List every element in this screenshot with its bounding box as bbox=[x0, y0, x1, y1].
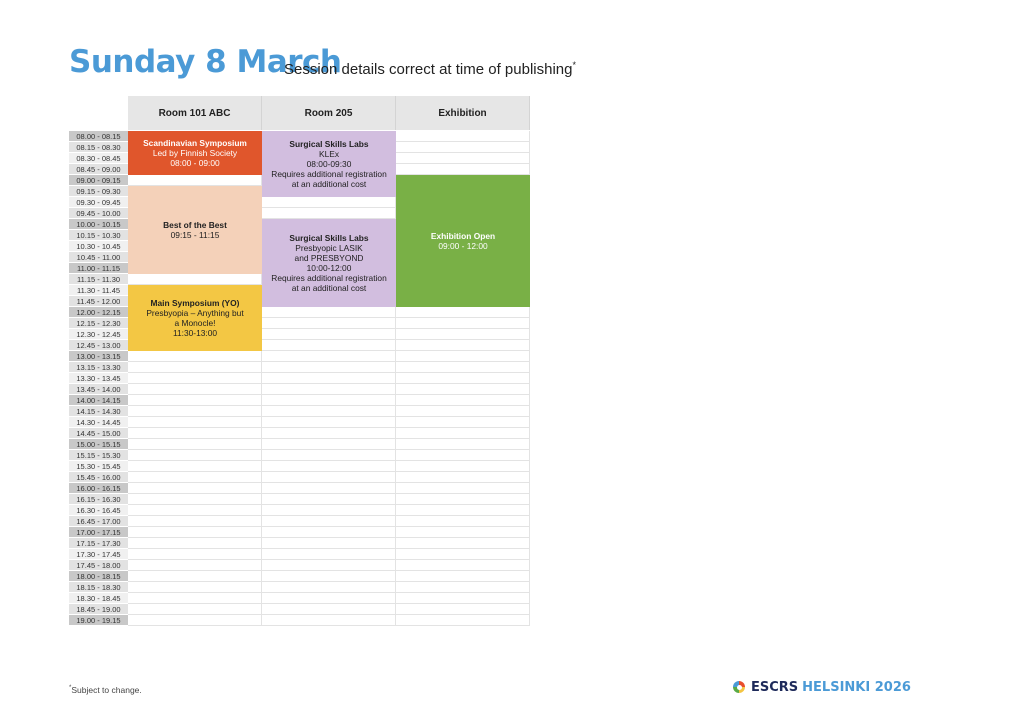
empty-slot bbox=[262, 516, 396, 527]
empty-slot bbox=[396, 516, 530, 527]
empty-slot bbox=[128, 406, 262, 417]
time-slot-label: 17.15 - 17.30 bbox=[69, 538, 128, 549]
empty-slot bbox=[262, 208, 396, 219]
time-slot-label: 12.30 - 12.45 bbox=[69, 329, 128, 340]
time-slot-label: 15.30 - 15.45 bbox=[69, 461, 128, 472]
time-slot-label: 19.00 - 19.15 bbox=[69, 615, 128, 626]
empty-slot bbox=[396, 362, 530, 373]
session-block[interactable] bbox=[128, 186, 262, 274]
empty-slot bbox=[396, 428, 530, 439]
session-detail: 08:00-09:30 bbox=[306, 159, 352, 169]
time-slot-label: 18.45 - 19.00 bbox=[69, 604, 128, 615]
empty-slot bbox=[262, 538, 396, 549]
footnote bbox=[69, 685, 142, 695]
logo-helsinki: HELSINKI bbox=[802, 679, 871, 695]
session-title: Best of the Best bbox=[163, 220, 227, 230]
empty-slot bbox=[128, 582, 262, 593]
empty-slot bbox=[396, 417, 530, 428]
empty-slot bbox=[396, 604, 530, 615]
empty-slot bbox=[128, 395, 262, 406]
escrs-logo bbox=[733, 677, 911, 697]
empty-slot bbox=[128, 472, 262, 483]
empty-slot bbox=[128, 516, 262, 527]
empty-slot bbox=[262, 384, 396, 395]
time-slot-label: 15.45 - 16.00 bbox=[69, 472, 128, 483]
session-detail: at an additional cost bbox=[291, 283, 367, 293]
column-header: Room 101 ABC bbox=[128, 96, 262, 130]
empty-slot bbox=[262, 395, 396, 406]
empty-slot bbox=[262, 340, 396, 351]
empty-slot bbox=[396, 329, 530, 340]
logo-text-escrs: ESCRS bbox=[751, 679, 799, 695]
empty-slot bbox=[128, 362, 262, 373]
time-slot-label: 08.45 - 09.00 bbox=[69, 164, 128, 175]
empty-slot bbox=[262, 428, 396, 439]
time-slot-label: 13.30 - 13.45 bbox=[69, 373, 128, 384]
time-slot-label: 16.45 - 17.00 bbox=[69, 516, 128, 527]
empty-slot bbox=[262, 318, 396, 329]
time-slot-label: 09.45 - 10.00 bbox=[69, 208, 128, 219]
time-slot-label: 15.15 - 15.30 bbox=[69, 450, 128, 461]
time-slot-label: 16.30 - 16.45 bbox=[69, 505, 128, 516]
time-slot-label: 16.00 - 16.15 bbox=[69, 483, 128, 494]
empty-slot bbox=[396, 615, 530, 626]
empty-slot bbox=[396, 142, 530, 153]
empty-slot bbox=[128, 571, 262, 582]
time-slot-label: 16.15 - 16.30 bbox=[69, 494, 128, 505]
escrs-ring-icon bbox=[733, 681, 745, 693]
empty-slot bbox=[128, 560, 262, 571]
empty-slot bbox=[396, 153, 530, 164]
session-detail: Requires additional registration bbox=[271, 169, 387, 179]
empty-slot bbox=[396, 505, 530, 516]
session-block[interactable] bbox=[128, 285, 262, 351]
time-slot-label: 09.00 - 09.15 bbox=[69, 175, 128, 186]
time-slot-label: 13.15 - 13.30 bbox=[69, 362, 128, 373]
empty-slot bbox=[262, 615, 396, 626]
logo-year: 2026 bbox=[874, 679, 911, 695]
empty-slot bbox=[396, 483, 530, 494]
empty-slot bbox=[262, 406, 396, 417]
time-slot-label: 10.15 - 10.30 bbox=[69, 230, 128, 241]
session-block[interactable] bbox=[262, 219, 396, 307]
empty-slot bbox=[262, 505, 396, 516]
empty-slot bbox=[128, 483, 262, 494]
time-slot-label: 09.30 - 09.45 bbox=[69, 197, 128, 208]
empty-slot bbox=[128, 461, 262, 472]
empty-slot bbox=[262, 417, 396, 428]
empty-slot bbox=[128, 615, 262, 626]
empty-slot bbox=[262, 604, 396, 615]
empty-slot bbox=[396, 351, 530, 362]
empty-slot bbox=[262, 472, 396, 483]
empty-slot bbox=[128, 274, 262, 285]
session-title: Exhibition Open bbox=[430, 231, 496, 241]
time-slot-label: 17.30 - 17.45 bbox=[69, 549, 128, 560]
empty-slot bbox=[128, 428, 262, 439]
time-slot-label: 18.30 - 18.45 bbox=[69, 593, 128, 604]
empty-slot bbox=[128, 175, 262, 186]
empty-slot bbox=[262, 329, 396, 340]
empty-slot bbox=[396, 395, 530, 406]
session-detail: 10:00-12:00 bbox=[306, 263, 352, 273]
time-slot-label: 13.45 - 14.00 bbox=[69, 384, 128, 395]
empty-slot bbox=[262, 450, 396, 461]
time-slot-label: 14.45 - 15.00 bbox=[69, 428, 128, 439]
time-slot-label: 15.00 - 15.15 bbox=[69, 439, 128, 450]
empty-slot bbox=[262, 593, 396, 604]
footnote-asterisk: * bbox=[69, 685, 72, 692]
schedule-grid bbox=[69, 96, 531, 625]
empty-slot bbox=[128, 593, 262, 604]
time-slot-label: 09.15 - 09.30 bbox=[69, 186, 128, 197]
empty-slot bbox=[128, 450, 262, 461]
time-slot-label: 14.15 - 14.30 bbox=[69, 406, 128, 417]
logo-text-helsinki bbox=[802, 680, 911, 695]
empty-slot bbox=[128, 373, 262, 384]
session-detail: Led by Finnish Society bbox=[152, 148, 238, 158]
empty-slot bbox=[396, 494, 530, 505]
time-slot-label: 17.45 - 18.00 bbox=[69, 560, 128, 571]
subtitle-asterisk: * bbox=[572, 60, 576, 70]
session-detail: at an additional cost bbox=[291, 179, 367, 189]
time-slot-label: 14.30 - 14.45 bbox=[69, 417, 128, 428]
empty-slot bbox=[396, 582, 530, 593]
empty-slot bbox=[128, 439, 262, 450]
empty-slot bbox=[262, 582, 396, 593]
time-slot-label: 11.30 - 11.45 bbox=[69, 285, 128, 296]
empty-slot bbox=[128, 505, 262, 516]
time-slot-label: 18.00 - 18.15 bbox=[69, 571, 128, 582]
time-slot-label: 10.45 - 11.00 bbox=[69, 252, 128, 263]
empty-slot bbox=[128, 604, 262, 615]
time-slot-label: 12.45 - 13.00 bbox=[69, 340, 128, 351]
empty-slot bbox=[128, 538, 262, 549]
empty-slot bbox=[396, 373, 530, 384]
empty-slot bbox=[396, 571, 530, 582]
session-detail: Presbyopia – Anything but bbox=[146, 308, 244, 318]
time-slot-label: 14.00 - 14.15 bbox=[69, 395, 128, 406]
empty-slot bbox=[396, 527, 530, 538]
session-detail: KLEx bbox=[318, 149, 340, 159]
session-detail: 09:15 - 11:15 bbox=[170, 230, 220, 240]
empty-slot bbox=[396, 472, 530, 483]
empty-slot bbox=[128, 417, 262, 428]
session-block[interactable] bbox=[128, 131, 262, 175]
time-slot-label: 12.15 - 12.30 bbox=[69, 318, 128, 329]
empty-slot bbox=[396, 538, 530, 549]
session-detail: and PRESBYOND bbox=[294, 253, 364, 263]
session-detail: Presbyopic LASIK bbox=[295, 243, 363, 253]
empty-slot bbox=[262, 351, 396, 362]
empty-slot bbox=[396, 131, 530, 142]
empty-slot bbox=[262, 362, 396, 373]
column-header: Room 205 bbox=[262, 96, 396, 130]
empty-slot bbox=[396, 450, 530, 461]
session-block[interactable] bbox=[262, 131, 396, 197]
session-detail: 09:00 - 12:00 bbox=[438, 241, 488, 251]
empty-slot bbox=[262, 494, 396, 505]
empty-slot bbox=[396, 439, 530, 450]
session-detail: 08:00 - 09:00 bbox=[170, 158, 220, 168]
empty-slot bbox=[396, 461, 530, 472]
empty-slot bbox=[128, 384, 262, 395]
footnote-text: Subject to change. bbox=[71, 685, 142, 695]
time-slot-label: 08.00 - 08.15 bbox=[69, 131, 128, 142]
empty-slot bbox=[396, 593, 530, 604]
time-slot-label: 10.30 - 10.45 bbox=[69, 241, 128, 252]
time-slot-label: 08.30 - 08.45 bbox=[69, 153, 128, 164]
column-header: Exhibition bbox=[396, 96, 530, 130]
session-title: Scandinavian Symposium bbox=[143, 138, 247, 148]
time-slot-label: 08.15 - 08.30 bbox=[69, 142, 128, 153]
empty-slot bbox=[262, 571, 396, 582]
empty-slot bbox=[262, 560, 396, 571]
empty-slot bbox=[396, 340, 530, 351]
empty-slot bbox=[262, 373, 396, 384]
empty-slot bbox=[396, 384, 530, 395]
session-detail: 11:30-13:00 bbox=[172, 328, 218, 338]
empty-slot bbox=[396, 549, 530, 560]
time-slot-label: 11.15 - 11.30 bbox=[69, 274, 128, 285]
empty-slot bbox=[396, 406, 530, 417]
empty-slot bbox=[262, 461, 396, 472]
empty-slot bbox=[396, 318, 530, 329]
session-block[interactable] bbox=[396, 175, 530, 307]
empty-slot bbox=[262, 307, 396, 318]
time-slot-label: 17.00 - 17.15 bbox=[69, 527, 128, 538]
empty-slot bbox=[396, 164, 530, 175]
empty-slot bbox=[128, 494, 262, 505]
session-title: Surgical Skills Labs bbox=[289, 233, 369, 243]
time-slot-label: 12.00 - 12.15 bbox=[69, 307, 128, 318]
empty-slot bbox=[396, 560, 530, 571]
empty-slot bbox=[262, 527, 396, 538]
empty-slot bbox=[262, 197, 396, 208]
session-title: Surgical Skills Labs bbox=[289, 139, 369, 149]
subtitle-text: Session details correct at time of publishing bbox=[284, 61, 573, 78]
empty-slot bbox=[262, 483, 396, 494]
session-title: Main Symposium (YO) bbox=[150, 298, 240, 308]
empty-slot bbox=[262, 439, 396, 450]
time-slot-label: 18.15 - 18.30 bbox=[69, 582, 128, 593]
empty-slot bbox=[396, 307, 530, 318]
empty-slot bbox=[128, 549, 262, 560]
session-detail: Requires additional registration bbox=[271, 273, 387, 283]
session-detail: a Monocle! bbox=[174, 318, 216, 328]
empty-slot bbox=[262, 549, 396, 560]
empty-slot bbox=[128, 351, 262, 362]
page-title: Sunday 8 March bbox=[69, 44, 342, 80]
time-slot-label: 11.00 - 11.15 bbox=[69, 263, 128, 274]
time-slot-label: 10.00 - 10.15 bbox=[69, 219, 128, 230]
time-slot-label: 11.45 - 12.00 bbox=[69, 296, 128, 307]
time-slot-label: 13.00 - 13.15 bbox=[69, 351, 128, 362]
page-subtitle bbox=[284, 60, 576, 78]
empty-slot bbox=[128, 527, 262, 538]
